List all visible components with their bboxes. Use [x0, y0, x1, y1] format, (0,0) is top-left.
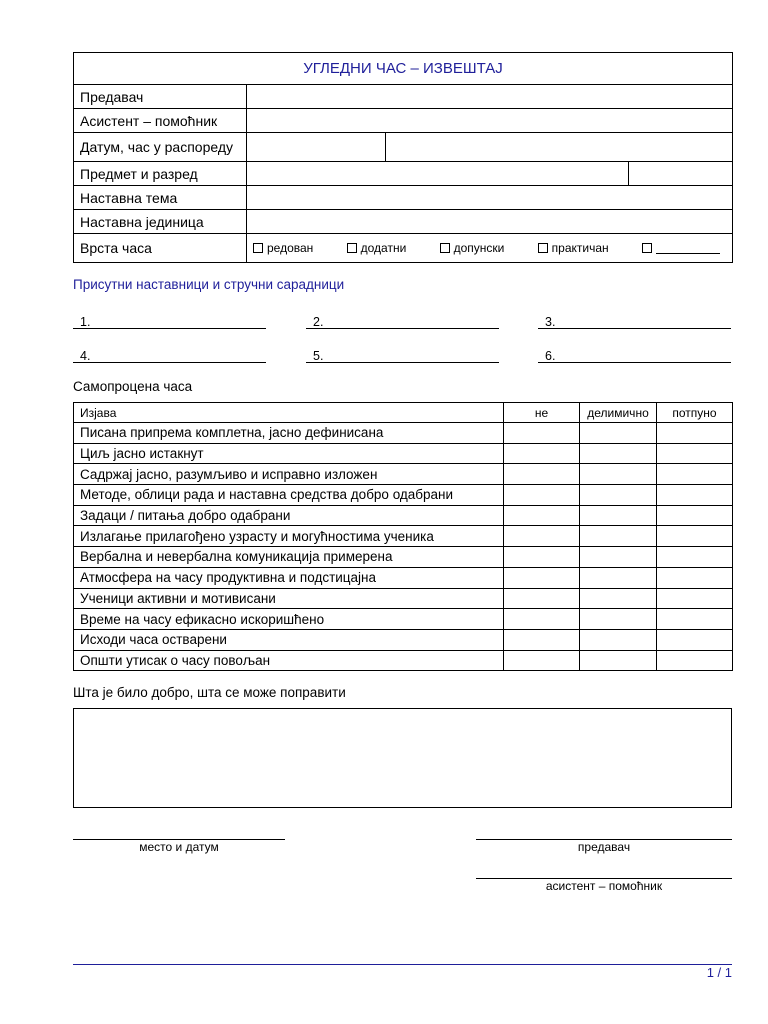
statement: Методе, облици рада и наставна средства добро одабрани — [74, 485, 504, 506]
footer-rule — [73, 964, 732, 965]
attendee-number: 3. — [545, 315, 556, 329]
topic-field[interactable] — [247, 186, 733, 210]
statement: Излагање прилагођено узрасту и могућностима ученика — [74, 526, 504, 547]
cell-partially[interactable] — [580, 443, 657, 464]
cell-fully[interactable] — [657, 650, 733, 671]
assistant-field[interactable] — [247, 109, 733, 133]
table-row — [74, 567, 733, 588]
cell-partially[interactable] — [580, 629, 657, 650]
cell-no[interactable] — [504, 423, 580, 444]
cell-fully[interactable] — [657, 547, 733, 568]
subject-field[interactable] — [247, 162, 629, 186]
attendee-number: 1. — [80, 315, 91, 329]
table-row — [74, 650, 733, 671]
cell-partially[interactable] — [580, 485, 657, 506]
lesson-type-label: Врста часа — [74, 234, 247, 263]
lesson-type-other-blank[interactable] — [656, 242, 720, 254]
lesson-type-supplementary-label: допунски — [453, 241, 505, 255]
attendee-number: 6. — [545, 349, 556, 363]
attendee-number: 2. — [313, 315, 324, 329]
cell-no[interactable] — [504, 650, 580, 671]
statement: Атмосфера на часу продуктивна и подстицајна — [74, 567, 504, 588]
table-row — [74, 588, 733, 609]
cell-fully[interactable] — [657, 567, 733, 588]
statement: Садржај јасно, разумљиво и исправно изложен — [74, 464, 504, 485]
cell-fully[interactable] — [657, 526, 733, 547]
unit-field[interactable] — [247, 210, 733, 234]
col-statement: Изјава — [74, 403, 504, 423]
attendee-line-6[interactable] — [538, 347, 731, 363]
statement: Писана припрема комплетна, јасно дефинисана — [74, 423, 504, 444]
attendee-line-4[interactable] — [73, 347, 266, 363]
lesson-type-additional-label: додатни — [360, 241, 407, 255]
checkbox-icon[interactable] — [538, 243, 548, 253]
checkbox-icon[interactable] — [253, 243, 263, 253]
statement: Задаци / питања добро одабрани — [74, 505, 504, 526]
table-row — [74, 526, 733, 547]
attendee-number: 4. — [80, 349, 91, 363]
statement: Општи утисак о часу повољан — [74, 650, 504, 671]
lesson-type-practical-label: практичан — [551, 241, 609, 255]
cell-partially[interactable] — [580, 423, 657, 444]
cell-fully[interactable] — [657, 505, 733, 526]
cell-partially[interactable] — [580, 505, 657, 526]
attendee-line-1[interactable] — [73, 313, 266, 329]
teacher-field[interactable] — [247, 85, 733, 109]
cell-no[interactable] — [504, 609, 580, 630]
header-table — [73, 52, 733, 263]
statement: Исходи часа остварени — [74, 629, 504, 650]
checkbox-icon[interactable] — [347, 243, 357, 253]
lesson-type-additional[interactable] — [347, 241, 407, 255]
cell-no[interactable] — [504, 485, 580, 506]
cell-no[interactable] — [504, 505, 580, 526]
teacher-signature-label: предавач — [577, 840, 631, 854]
cell-partially[interactable] — [580, 609, 657, 630]
cell-fully[interactable] — [657, 485, 733, 506]
teacher-label: Предавач — [74, 85, 247, 109]
cell-fully[interactable] — [657, 588, 733, 609]
col-fully: потпуно — [657, 403, 733, 423]
cell-partially[interactable] — [580, 547, 657, 568]
table-row — [74, 547, 733, 568]
date-field[interactable] — [247, 133, 386, 162]
self-eval-heading: Самопроцена часа — [73, 379, 193, 394]
place-date-label: место и датум — [139, 840, 219, 854]
table-row — [74, 609, 733, 630]
cell-no[interactable] — [504, 526, 580, 547]
cell-partially[interactable] — [580, 567, 657, 588]
page-title: УГЛЕДНИ ЧАС – ИЗВЕШТАЈ — [74, 53, 733, 85]
cell-partially[interactable] — [580, 526, 657, 547]
notes-box[interactable] — [73, 708, 732, 808]
date-label: Датум, час у распореду — [74, 133, 247, 162]
unit-label: Наставна јединица — [74, 210, 247, 234]
cell-no[interactable] — [504, 629, 580, 650]
attendee-line-5[interactable] — [306, 347, 499, 363]
lesson-type-regular[interactable] — [253, 241, 313, 255]
cell-no[interactable] — [504, 464, 580, 485]
cell-fully[interactable] — [657, 423, 733, 444]
attendee-line-3[interactable] — [538, 313, 731, 329]
statement: Време на часу ефикасно искоришћено — [74, 609, 504, 630]
lesson-type-other[interactable] — [642, 242, 720, 254]
checkbox-icon[interactable] — [440, 243, 450, 253]
cell-no[interactable] — [504, 567, 580, 588]
cell-fully[interactable] — [657, 464, 733, 485]
cell-partially[interactable] — [580, 650, 657, 671]
self-eval-table — [73, 402, 733, 671]
table-row — [74, 443, 733, 464]
col-partially: делимично — [580, 403, 657, 423]
lesson-type-regular-label: редован — [267, 241, 314, 255]
cell-partially[interactable] — [580, 464, 657, 485]
assistant-label: Асистент – помоћник — [74, 109, 247, 133]
table-row — [74, 629, 733, 650]
notes-heading: Шта је било добро, шта се може поправити — [73, 685, 346, 700]
cell-no[interactable] — [504, 547, 580, 568]
statement: Ученици активни и мотивисани — [74, 588, 504, 609]
self-eval-header-row — [74, 403, 733, 423]
cell-fully[interactable] — [657, 443, 733, 464]
topic-label: Наставна тема — [74, 186, 247, 210]
attendee-number: 5. — [313, 349, 324, 363]
attendees-heading: Присутни наставници и стручни сарадници — [73, 277, 345, 292]
lesson-type-supplementary[interactable] — [440, 241, 505, 255]
checkbox-icon[interactable] — [642, 243, 652, 253]
period-field[interactable] — [386, 133, 733, 162]
statement: Вербална и невербална комуникација примерена — [74, 547, 504, 568]
table-row — [74, 423, 733, 444]
cell-fully[interactable] — [657, 609, 733, 630]
table-row — [74, 505, 733, 526]
lesson-type-options — [247, 234, 733, 263]
cell-fully[interactable] — [657, 629, 733, 650]
cell-no[interactable] — [504, 588, 580, 609]
table-row — [74, 464, 733, 485]
assistant-signature-label: асистент – помоћник — [545, 879, 663, 893]
lesson-type-practical[interactable] — [538, 241, 609, 255]
statement: Циљ јасно истакнут — [74, 443, 504, 464]
grade-field[interactable] — [629, 162, 733, 186]
attendee-line-2[interactable] — [306, 313, 499, 329]
table-row — [74, 485, 733, 506]
page-number: 1 / 1 — [706, 965, 732, 980]
subject-label: Предмет и разред — [74, 162, 247, 186]
cell-partially[interactable] — [580, 588, 657, 609]
cell-no[interactable] — [504, 443, 580, 464]
col-no: не — [504, 403, 580, 423]
